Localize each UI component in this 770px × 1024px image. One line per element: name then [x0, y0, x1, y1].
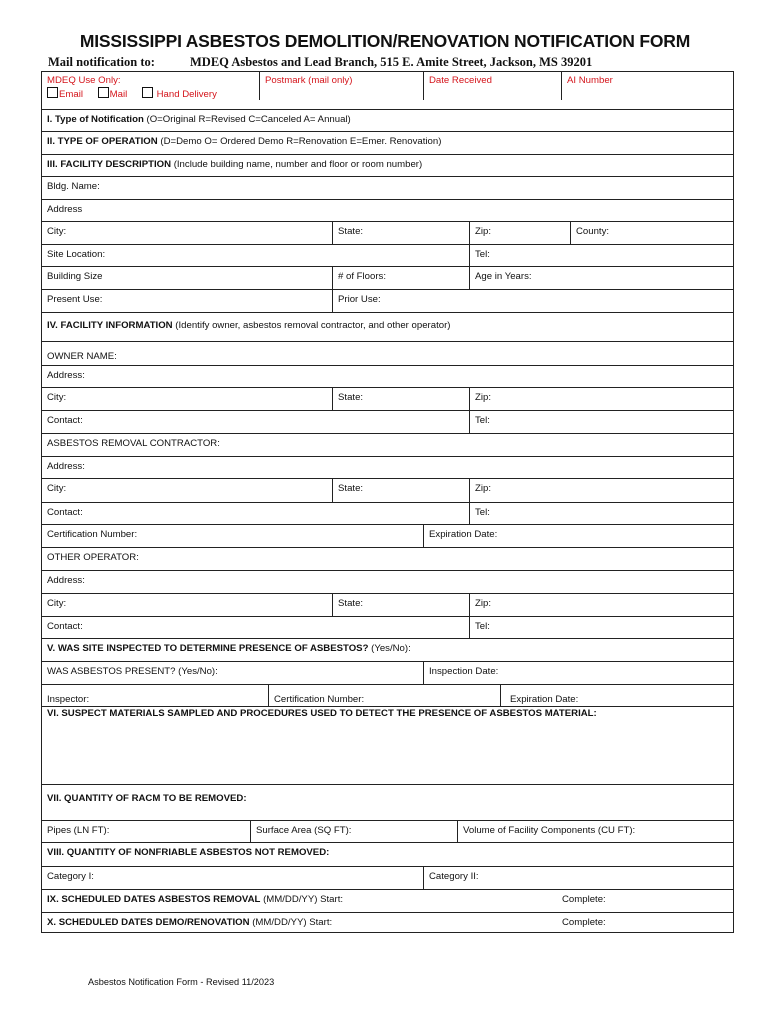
section-1-note: (O=Original R=Revised C=Canceled A= Annual): [143, 114, 351, 125]
section-5-row: [42, 638, 733, 661]
facility-zip-field[interactable]: Zip:: [469, 222, 570, 244]
nonfriable-heading: VIII. QUANTITY OF NONFRIABLE ASBESTOS NOT REMOVED:: [47, 847, 330, 858]
use-row: [42, 289, 733, 312]
section-5-heading: V. WAS SITE INSPECTED TO DETERMINE PRESENCE OF ASBESTOS?: [47, 643, 369, 654]
suspect-materials-field[interactable]: VI. SUSPECT MATERIALS SAMPLED AND PROCEDURES USED TO DETECT THE PRESENCE OF ASBESTOS MATERIAL:: [47, 708, 597, 719]
section-4-note: (Identify owner, asbestos removal contractor, and other operator): [172, 320, 451, 331]
contractor-name-field[interactable]: ASBESTOS REMOVAL CONTRACTOR:: [47, 438, 220, 449]
operator-row: [42, 547, 733, 570]
section-10-row: [42, 912, 733, 934]
owner-name-row: [42, 341, 733, 365]
operator-tel-field[interactable]: Tel:: [469, 617, 735, 638]
facility-county-field[interactable]: County:: [570, 222, 735, 244]
bldg-name-row: [42, 176, 733, 199]
mail-checkbox[interactable]: [98, 87, 109, 98]
section-3-heading: III. FACILITY DESCRIPTION: [47, 159, 172, 170]
category-1-field[interactable]: Category I:: [47, 871, 94, 882]
volume-field[interactable]: Volume of Facility Components (CU FT):: [457, 821, 735, 842]
section-9-row: [42, 889, 733, 912]
notification-form: [41, 71, 734, 933]
section-2-row: [42, 131, 733, 154]
demo-complete-field[interactable]: Complete:: [562, 917, 606, 928]
section-1-heading: I. Type of Notification: [47, 114, 144, 125]
facility-address-row: [42, 199, 733, 221]
facility-information-header: [42, 313, 733, 341]
ai-number-cell[interactable]: AI Number: [561, 72, 735, 100]
mail-option: Mail: [109, 88, 128, 100]
contractor-city-row: [42, 478, 733, 502]
form-title: MISSISSIPPI ASBESTOS DEMOLITION/RENOVATION NOTIFICATION FORM: [79, 31, 691, 51]
type-of-notification-field[interactable]: [42, 110, 733, 131]
owner-contact-row: [42, 410, 733, 433]
contractor-state-field[interactable]: State:: [332, 479, 469, 502]
operator-contact-field[interactable]: Contact:: [47, 621, 83, 632]
owner-city-row: [42, 387, 733, 410]
operator-name-field[interactable]: OTHER OPERATOR:: [47, 552, 139, 563]
section-3-note: (Include building name, number and floor or room number): [171, 159, 423, 170]
contractor-city-field[interactable]: City:: [47, 483, 67, 494]
contractor-contact-row: [42, 502, 733, 524]
inspector-field[interactable]: Inspector:: [47, 694, 90, 705]
facility-description-header: [42, 155, 733, 176]
section-4-row: [42, 312, 733, 341]
owner-zip-field[interactable]: Zip:: [469, 388, 735, 410]
site-location-row: [42, 244, 733, 266]
operator-address-field[interactable]: Address:: [47, 575, 85, 586]
floors-field[interactable]: # of Floors:: [332, 267, 469, 289]
racm-quantity-heading: VII. QUANTITY OF RACM TO BE REMOVED:: [47, 793, 247, 804]
section-7-row: [42, 784, 733, 820]
hand-delivery-option: Hand Delivery: [156, 88, 217, 100]
inspector-exp-field[interactable]: Expiration Date:: [500, 685, 735, 706]
mdeq-use-cell: [42, 72, 259, 100]
operator-zip-field[interactable]: Zip:: [469, 594, 735, 616]
owner-address-row: [42, 365, 733, 387]
owner-city-field[interactable]: City:: [47, 392, 67, 403]
owner-contact-field[interactable]: Contact:: [47, 415, 83, 426]
removal-complete-field[interactable]: Complete:: [562, 894, 606, 905]
mdeq-use-label: MDEQ Use Only:: [47, 75, 121, 86]
building-size-row: [42, 266, 733, 289]
mail-address: MDEQ Asbestos and Lead Branch, 515 E. Amite Street, Jackson, MS 39201: [190, 55, 593, 69]
operator-city-row: [42, 593, 733, 616]
asbestos-present-row: [42, 661, 733, 684]
contractor-cert-row: [42, 524, 733, 547]
racm-quantity-row: [42, 820, 733, 842]
removal-start-field[interactable]: [42, 890, 557, 912]
operator-state-field[interactable]: State:: [332, 594, 469, 616]
contractor-tel-field[interactable]: Tel:: [469, 503, 735, 524]
contractor-zip-field[interactable]: Zip:: [469, 479, 735, 502]
office-use-row: [42, 72, 733, 100]
site-inspected-field[interactable]: [42, 639, 733, 661]
inspection-date-field[interactable]: Inspection Date:: [423, 662, 735, 684]
building-size-field[interactable]: Building Size: [47, 271, 103, 282]
owner-name-field[interactable]: OWNER NAME:: [47, 351, 117, 362]
surface-area-field[interactable]: Surface Area (SQ FT):: [250, 821, 457, 842]
facility-state-field[interactable]: State:: [332, 222, 469, 244]
section-6-row: [42, 706, 733, 784]
owner-state-field[interactable]: State:: [332, 388, 469, 410]
bldg-name-field[interactable]: Bldg. Name:: [47, 181, 100, 192]
section-3-row: [42, 154, 733, 176]
owner-address-field[interactable]: Address:: [47, 370, 85, 381]
email-option: Email: [59, 88, 83, 100]
contractor-contact-field[interactable]: Contact:: [47, 507, 83, 518]
operator-contact-row: [42, 616, 733, 638]
section-9-note: (MM/DD/YY) Start:: [260, 894, 344, 905]
present-use-field[interactable]: Present Use:: [47, 294, 103, 305]
site-location-field[interactable]: Site Location:: [47, 249, 106, 260]
postmark-cell[interactable]: Postmark (mail only): [259, 72, 423, 100]
date-received-cell[interactable]: Date Received: [423, 72, 561, 100]
contractor-row: [42, 433, 733, 456]
section-5-note: (Yes/No):: [368, 643, 411, 654]
operator-address-row: [42, 570, 733, 593]
footer-revision: Asbestos Notification Form - Revised 11/2023: [88, 977, 275, 987]
prior-use-field[interactable]: Prior Use:: [332, 290, 735, 312]
section-1-row: [42, 109, 733, 131]
email-checkbox[interactable]: [47, 87, 58, 98]
section-2-heading: II. TYPE OF OPERATION: [47, 136, 158, 147]
section-10-note: (MM/DD/YY) Start:: [249, 917, 333, 928]
category-2-field[interactable]: Category II:: [423, 867, 735, 889]
section-10-heading: X. SCHEDULED DATES DEMO/RENOVATION: [47, 917, 250, 928]
facility-tel-field[interactable]: Tel:: [469, 245, 735, 266]
hand-delivery-checkbox[interactable]: [142, 87, 153, 98]
section-8-row: [42, 842, 733, 866]
section-4-heading: IV. FACILITY INFORMATION: [47, 320, 173, 331]
operator-city-field[interactable]: City:: [47, 598, 67, 609]
demo-start-field[interactable]: [42, 913, 557, 934]
category-row: [42, 866, 733, 889]
age-field[interactable]: Age in Years:: [469, 267, 735, 289]
inspector-cert-field[interactable]: Certification Number:: [268, 685, 500, 706]
asbestos-present-field[interactable]: WAS ASBESTOS PRESENT? (Yes/No):: [47, 666, 218, 677]
facility-city-row: [42, 221, 733, 244]
facility-city-field[interactable]: City:: [47, 226, 67, 237]
section-9-heading: IX. SCHEDULED DATES ASBESTOS REMOVAL: [47, 894, 261, 905]
owner-tel-field[interactable]: Tel:: [469, 411, 735, 433]
contractor-exp-field[interactable]: Expiration Date:: [423, 525, 735, 547]
contractor-address-field[interactable]: Address:: [47, 461, 85, 472]
type-of-operation-field[interactable]: [42, 132, 733, 154]
mail-label: Mail notification to:: [48, 55, 155, 69]
contractor-cert-field[interactable]: Certification Number:: [47, 529, 138, 540]
pipes-field[interactable]: Pipes (LN FT):: [47, 825, 110, 836]
contractor-address-row: [42, 456, 733, 478]
section-2-note: (D=Demo O= Ordered Demo R=Renovation E=Emer. Renovation): [157, 136, 442, 147]
inspector-row: [42, 684, 733, 706]
facility-address-field[interactable]: Address: [47, 204, 83, 215]
